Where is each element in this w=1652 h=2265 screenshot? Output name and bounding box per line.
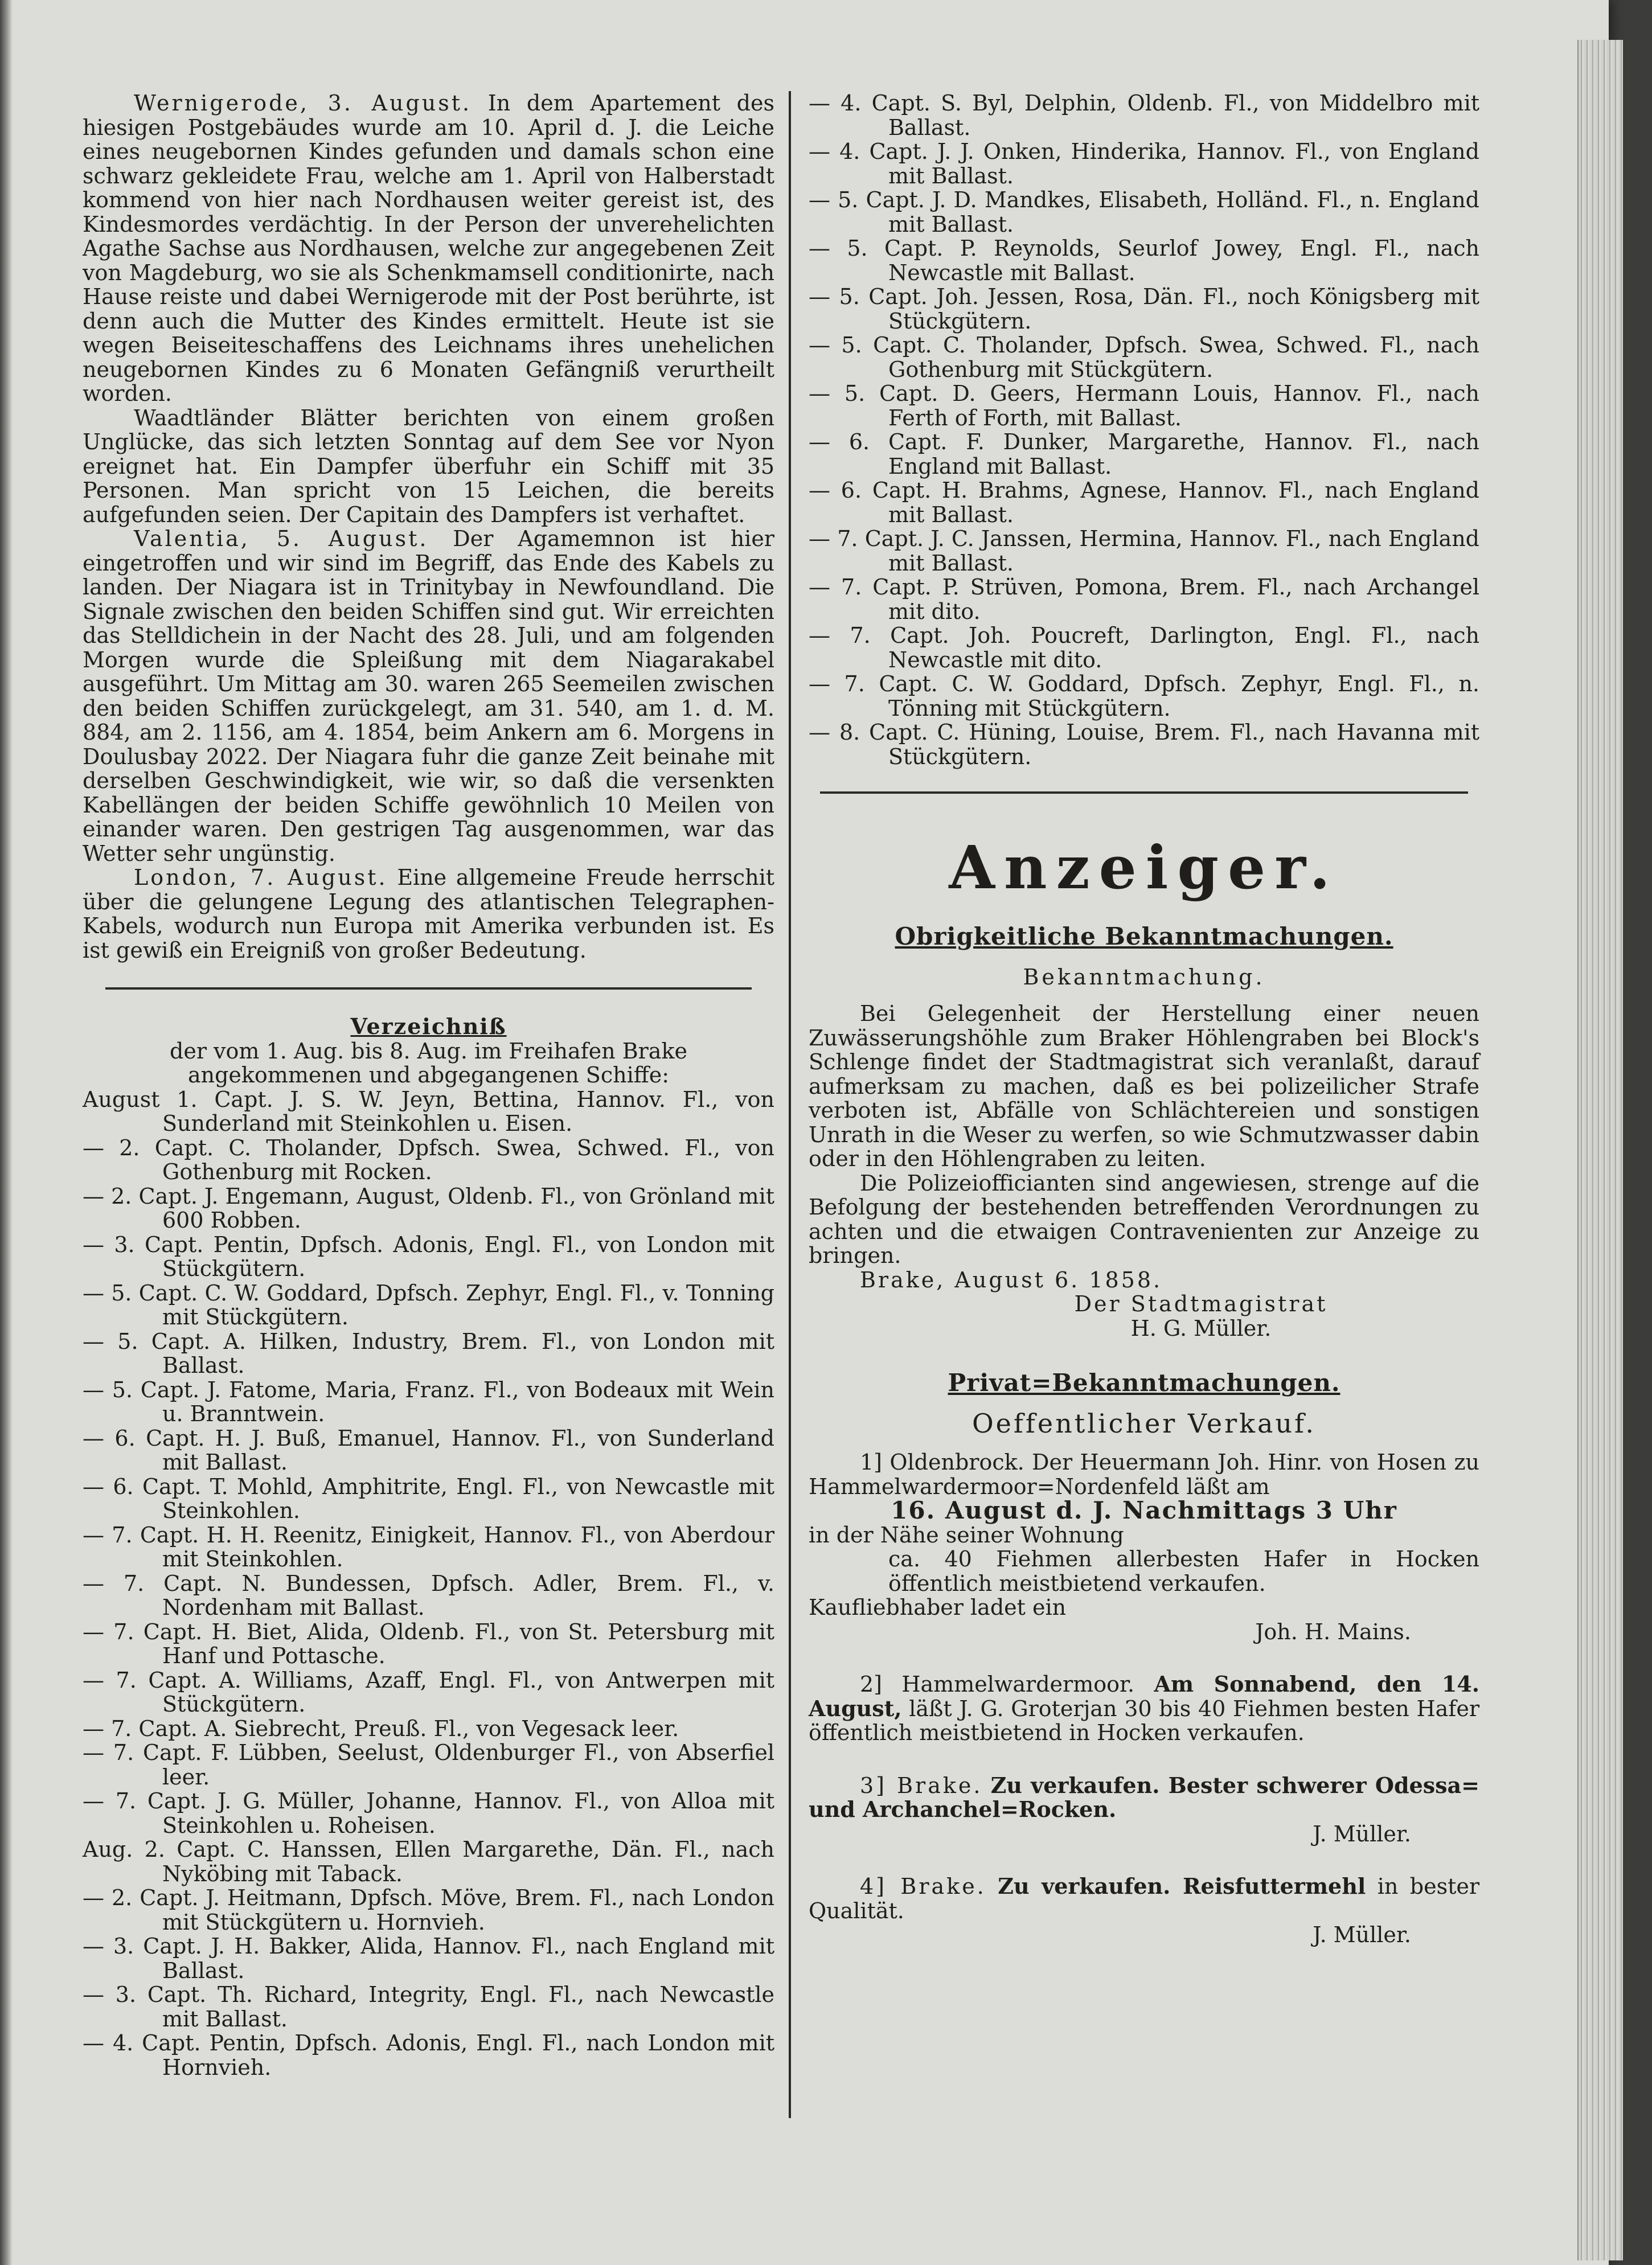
section-divider <box>105 987 752 990</box>
ship-entry: Aug. 2. Capt. C. Hanssen, Ellen Margarethe, Dän. Fl., nach Nyköbing mit Taback. <box>83 1837 774 1886</box>
ship-entry: — 6. Capt. H. J. Buß, Emanuel, Hannov. Fl., von Sunderland mit Ballast. <box>83 1425 774 1475</box>
ship-entry: — 6. Capt. H. Brahms, Agnese, Hannov. Fl., nach England mit Ballast. <box>809 478 1479 527</box>
ship-entry: — 3. Capt. Pentin, Dpfsch. Adonis, Engl. Fl., von London mit Stückgütern. <box>83 1232 774 1281</box>
ship-entry: — 2. Capt. J. Heitmann, Dpfsch. Möve, Brem. Fl., nach London mit Stückgütern u. Hornvieh. <box>83 1885 774 1935</box>
ad-1-signature: Joh. H. Mains. <box>1255 1619 1411 1644</box>
news-text: Der Agamemnon ist hier eingetroffen und wir sind im Begriff, das Ende des Kabels zu landen. Der Niagara ist in Trinitybay in Newfoundland. Die Signale zwischen den beiden Schiffen sind gut. Wir erreichten das Stelldichein in der Nacht des 28. Juli, und am folgenden Morgen wurde die Spleißung mit dem Niagarakabel ausgeführt. Um Mittag am 30. waren 265 Seemeilen zwischen den beiden Schiffen zurückgelegt, am 31. 540, am 1. d. M. 884, am 2. 1156, am 4. 1854, beim Ankern am 6. Morgens in Doulusbay 2022. Der Niagara fuhr die ganze Zeit beinahe mit derselben Geschwindigkeit, wie wir, so daß die versenkten Kabellängen der beiden Schiffe gewöhnlich 10 Meilen von einander waren. Den gestrigen Tag ausgenommen, war das Wetter sehr ungünstig. <box>83 526 774 866</box>
dateline: London, 7. August. <box>134 865 388 890</box>
ship-entry: — 6. Capt. T. Mohld, Amphitrite, Engl. Fl., von Newcastle mit Steinkohlen. <box>83 1474 774 1523</box>
ad-1-invite: Kaufliebhaber ladet ein <box>809 1595 1067 1620</box>
ad-3-intro: 3] Brake. <box>860 1772 983 1798</box>
page-binding <box>0 0 13 2265</box>
ship-entry: — 3. Capt. J. H. Bakker, Alida, Hannov. Fl., nach England mit Ballast. <box>83 1934 774 1983</box>
ship-entry: — 7. Capt. N. Bundessen, Dpfsch. Adler, Brem. Fl., v. Nordenham mit Ballast. <box>83 1570 774 1620</box>
news-item-wernigerode <box>83 91 774 406</box>
ad-1-intro: 1] Oldenbrock. Der Heuermann Joh. Hinr. von Hosen zu Hammelwardermoor=Nordenfeld läßt am <box>809 1450 1479 1499</box>
ship-entry: — 7. Capt. J. G. Müller, Johanne, Hannov. Fl., von Alloa mit Steinkohlen u. Roheisen. <box>83 1788 774 1838</box>
ad-2-intro: 2] Hammelwardermoor. <box>860 1672 1135 1697</box>
bekanntmachung-signature-title: Der Stadtmagistrat <box>1074 1291 1328 1316</box>
bekanntmachung-heading: Bekanntmachung. <box>1023 964 1265 990</box>
ad-2-date: Am Sonnabend, den 14. August, <box>809 1671 1479 1721</box>
ad-3-text: Zu verkaufen. Bester schwerer Odessa= und Archanchel=Rocken. <box>809 1772 1479 1822</box>
ship-entry: — 5. Capt. J. Fatome, Maria, Franz. Fl., von Bodeaux mit Wein u. Branntwein. <box>83 1377 774 1426</box>
ship-entry: — 5. Capt. D. Geers, Hermann Louis, Hannov. Fl., nach Ferth of Forth, mit Ballast. <box>809 381 1479 430</box>
public-sale-heading: Oeffentlicher Verkauf. <box>971 1408 1317 1439</box>
ad-3-signature: J. Müller. <box>1313 1821 1411 1847</box>
column-divider <box>789 91 791 2118</box>
section-divider <box>820 791 1468 794</box>
official-notices-heading: Obrigkeitliche Bekanntmachungen. <box>895 922 1393 950</box>
ad-1-date: 16. August d. J. Nachmittags 3 Uhr <box>891 1496 1397 1524</box>
anzeiger-heading: Anzeiger. <box>949 832 1339 902</box>
bekanntmachung-signature-name: H. G. Müller. <box>1130 1315 1272 1341</box>
ad-3 <box>809 1774 1479 1847</box>
ship-entry: — 7. Capt. J. C. Janssen, Hermina, Hannov. Fl., nach England mit Ballast. <box>809 526 1479 576</box>
ship-entry: — 7. Capt. C. W. Goddard, Dpfsch. Zephyr, Engl. Fl., n. Tönning mit Stückgütern. <box>809 671 1479 721</box>
ship-entry: — 4. Capt. S. Byl, Delphin, Oldenb. Fl., von Middelbro mit Ballast. <box>809 91 1479 140</box>
ship-entry: — 4. Capt. Pentin, Dpfsch. Adonis, Engl. Fl., nach London mit Hornvieh. <box>83 2030 774 2080</box>
ship-entry: — 5. Capt. Joh. Jessen, Rosa, Dän. Fl., noch Königsberg mit Stückgütern. <box>809 284 1479 334</box>
ship-list-title: Verzeichniß <box>350 1013 507 1039</box>
ship-entry: — 2. Capt. C. Tholander, Dpfsch. Swea, Schwed. Fl., von Gothenburg mit Rocken. <box>83 1135 774 1184</box>
ship-entry: — 7. Capt. F. Lübben, Seelust, Oldenburger Fl., von Abserfiel leer. <box>83 1740 774 1790</box>
ad-2-text: läßt J. G. Groterjan 30 bis 40 Fiehmen besten Hafer öffentlich meistbietend in Hocken verkaufen. <box>809 1696 1479 1745</box>
bekanntmachung-date: Brake, August 6. 1858. <box>860 1267 1163 1292</box>
news-item-valentia <box>83 527 774 865</box>
private-notices-heading: Privat=Bekanntmachungen. <box>948 1369 1341 1397</box>
ship-entry: — 5. Capt. A. Hilken, Industry, Brem. Fl., von London mit Ballast. <box>83 1328 774 1378</box>
dateline: Wernigerode, 3. August. <box>134 91 472 116</box>
ship-entry: — 6. Capt. F. Dunker, Margarethe, Hannov. Fl., nach England mit Ballast. <box>809 429 1479 479</box>
ad-1-location: in der Nähe seiner Wohnung <box>809 1522 1124 1548</box>
ad-1-goods: ca. 40 Fiehmen allerbesten Hafer in Hocken öffentlich meistbietend verkaufen. <box>888 1546 1479 1596</box>
bekanntmachung-text-2: Die Polizeiofficianten sind angewiesen, strenge auf die Befolgung der bestehenden betreffenden Verordnungen zu achten und die etwaigen Contravenienten zur Anzeige zu bringen. <box>809 1170 1479 1268</box>
ship-list-left <box>83 1088 774 2080</box>
ship-list-right <box>809 91 1479 769</box>
news-text: In dem Apartement des hiesigen Postgebäudes wurde am 10. April d. J. die Leiche eines neugebornen Kindes gefunden und damals schon eine schwarz gekleidete Frau, welche am 1. April von Halberstadt kommend von hier nach Nordhausen weiter gereist ist, des Kindesmordes verdächtig. In der Person der unverehelichten Agathe Sachse aus Nordhausen, welche zur angegebenen Zeit von Magdeburg, wo sie als Schenkmamsell conditionirte, nach Hause reiste und dabei Wernigerode mit der Post berührte, ist denn auch die Mutter des Kindes ermittelt. Heute ist sie wegen Beiseiteschaffens des Leichnams ihres unehelichen neugebornen Kindes zu 6 Monaten Gefängniß verurtheilt worden. <box>83 91 774 406</box>
ship-entry: — 5. Capt. C. Tholander, Dpfsch. Swea, Schwed. Fl., nach Gothenburg mit Stückgütern. <box>809 333 1479 382</box>
ad-4-intro: 4] Brake. <box>860 1874 986 1899</box>
ad-4-text: in bester Qualität. <box>809 1874 1479 1923</box>
ship-entry: — 5. Capt. J. D. Mandkes, Elisabeth, Holländ. Fl., n. England mit Ballast. <box>809 187 1479 237</box>
ship-entry: — 7. Capt. H. H. Reenitz, Einigkeit, Hannov. Fl., von Aberdour mit Steinkohlen. <box>83 1522 774 1571</box>
left-column <box>83 91 774 2079</box>
news-text: Eine allgemeine Freude herrschit über die gelungene Legung des atlantischen Telegraphen-Kabels, wodurch nun Europa mit Amerika verbunden ist. Es ist gewiß ein Ereigniß von großer Bedeutung. <box>83 865 774 963</box>
ad-2 <box>809 1672 1479 1745</box>
ship-entry: — 3. Capt. Th. Richard, Integrity, Engl. Fl., nach Newcastle mit Ballast. <box>83 1982 774 2032</box>
news-text: Waadtländer Blätter berichten von einem großen Unglücke, das sich letzten Sonntag auf dem See vor Nyon ereignet hat. Ein Dampfer überfuhr ein Schiff mit 35 Personen. Man spricht von 15 Leichen, die bereits aufgefunden seien. Der Capitain des Dampfers ist verhaftet. <box>83 405 774 527</box>
ship-entry: — 7. Capt. H. Biet, Alida, Oldenb. Fl., von St. Petersburg mit Hanf und Pottasche. <box>83 1619 774 1668</box>
news-item-london <box>83 865 774 962</box>
ship-entry: — 7. Capt. A. Williams, Azaff, Engl. Fl., von Antwerpen mit Stückgütern. <box>83 1667 774 1717</box>
ship-entry: — 7. Capt. P. Strüven, Pomona, Brem. Fl., nach Archangel mit dito. <box>809 575 1479 624</box>
news-item-waadt <box>83 406 774 527</box>
ship-list-subtitle: der vom 1. Aug. bis 8. Aug. im Freihafen Brake angekommenen und abgegangenen Schiffe: <box>170 1038 687 1088</box>
ship-entry: August 1. Capt. J. S. W. Jeyn, Bettina, Hannov. Fl., von Sunderland mit Steinkohlen u. Eisen. <box>83 1086 774 1136</box>
ship-entry: — 4. Capt. J. J. Onken, Hinderika, Hannov. Fl., von England mit Ballast. <box>809 139 1479 188</box>
ship-entry: — 7. Capt. Joh. Poucreft, Darlington, Engl. Fl., nach Newcastle mit dito. <box>809 623 1479 672</box>
ad-4 <box>809 1874 1479 1947</box>
ship-entry: — 5. Capt. C. W. Goddard, Dpfsch. Zephyr, Engl. Fl., v. Tonning mit Stückgütern. <box>83 1280 774 1330</box>
ship-entry: — 2. Capt. J. Engemann, August, Oldenb. Fl., von Grönland mit 600 Robben. <box>83 1183 774 1233</box>
dateline: Valentia, 5. August. <box>134 526 429 551</box>
ship-entry: — 5. Capt. P. Reynolds, Seurlof Jowey, Engl. Fl., nach Newcastle mit Ballast. <box>809 236 1479 285</box>
ship-entry: — 7. Capt. A. Siebrecht, Preuß. Fl., von Vegesack leer. <box>83 1716 679 1741</box>
right-column <box>809 91 1479 1976</box>
bekanntmachung-text-1: Bei Gelegenheit der Herstellung einer neuen Zuwässerungshöhle zum Braker Höhlengraben bei Block's Schlenge findet der Stadtmagistrat sich veranlaßt, darauf aufmerksam zu machen, daß es bei polizeilicher Strafe verboten ist, Abfälle von Schlächtereien und sonstigen Unrath in die Weser zu werfen, so wie Schmutzwasser dabin oder in den Höhlengraben zu leiten. <box>809 1001 1479 1171</box>
ad-4-signature: J. Müller. <box>1313 1922 1411 1947</box>
ad-1 <box>809 1450 1479 1644</box>
ad-4-product: Zu verkaufen. Reisfuttermehl <box>998 1873 1366 1899</box>
page-edge-stack <box>1577 40 1623 2260</box>
ship-entry: — 8. Capt. C. Hüning, Louise, Brem. Fl., nach Havanna mit Stückgütern. <box>809 720 1479 769</box>
